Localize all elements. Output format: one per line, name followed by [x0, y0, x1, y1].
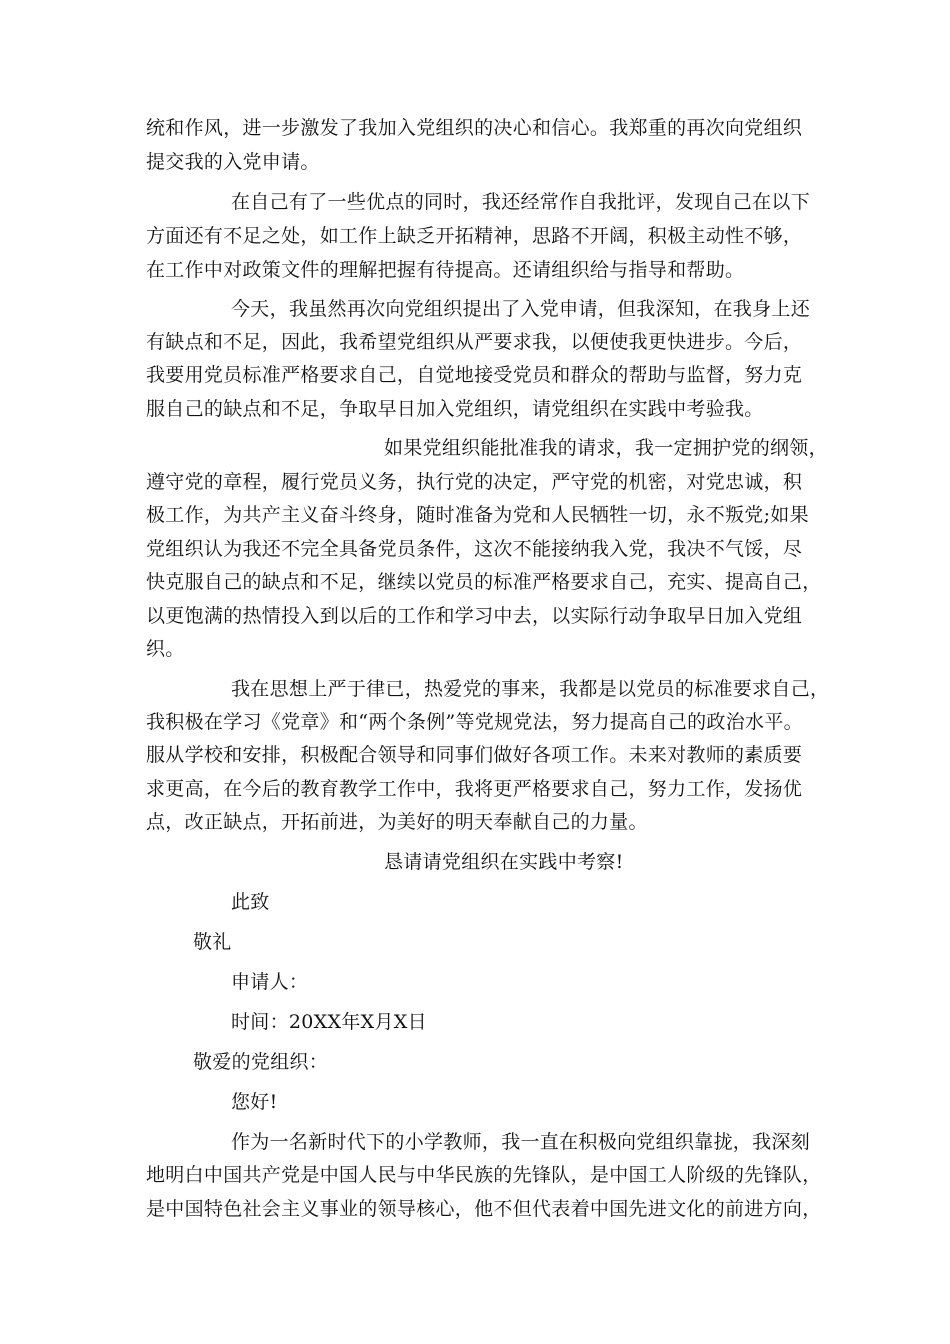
text-line: 有缺点和不足，因此，我希望党组织从严要求我，以便使我更快进步。今后， — [146, 331, 803, 353]
text-line: 极工作，为共产主义奋斗终身，随时准备为党和人民牺牲一切，永不叛党;如果 — [146, 504, 809, 526]
text-line: 点，改正缺点，开拓前进，为美好的明天奉献自己的力量。 — [146, 811, 648, 833]
text-line: 求更高，在今后的教育教学工作中，我将更严格要求自己，努力工作，发扬优 — [146, 778, 803, 800]
text-line: 是中国特色社会主义事业的领导核心，他不但代表着中国先进文化的前进方向， — [146, 1198, 822, 1220]
text-line: 服自己的缺点和不足，争取早日加入党组织，请党组织在实践中考验我。 — [146, 398, 764, 420]
closing-request: 恳请请党组织在实践中考察! — [384, 851, 624, 873]
text-line: 遵守党的章程，履行党员义务，执行党的决定，严守党的机密，对党忠诚，积 — [146, 471, 803, 493]
text-line: 织。 — [146, 638, 185, 660]
applicant-label: 申请人： — [231, 971, 309, 993]
text-line: 地明白中国共产党是中国人民与中华民族的先锋队，是中国工人阶级的先锋队， — [146, 1164, 822, 1186]
text-line: 我在思想上严于律已，热爱党的事来，我都是以党员的标准要求自己， — [231, 678, 830, 700]
text-line: 我要用党员标准严格要求自己，自觉地接受党员和群众的帮助与监督，努力克 — [146, 364, 803, 386]
text-line: 提交我的入党申请。 — [146, 151, 320, 173]
text-line: 如果党组织能批准我的请求，我一定拥护党的纲领， — [384, 437, 828, 459]
text-line: 服从学校和安排，积极配合领导和同事们做好各项工作。未来对教师的素质要 — [146, 744, 803, 766]
text-line: 党组织认为我还不完全具备党员条件，这次不能接纳我入党，我决不气馁，尽 — [146, 538, 803, 560]
text-line: 方面还有不足之处，如工作上缺乏开拓精神，思路不开阔，积极主动性不够， — [146, 225, 803, 247]
text-line: 在自己有了一些优点的同时，我还经常作自我批评，发现自己在以下 — [231, 191, 811, 213]
text-line: 快克服自己的缺点和不足，继续以党员的标准严格要求自己，充实、提高自己， — [146, 571, 822, 593]
text-line: 我积极在学习《党章》和“两个条例”等党规党法，努力提高自己的政治水平。 — [146, 711, 803, 733]
salutation-cizhi: 此致 — [231, 891, 270, 913]
text-line: 作为一名新时代下的小学教师，我一直在积极向党组织靠拢，我深刻 — [231, 1131, 811, 1153]
text-line: 以更饱满的热情投入到以后的工作和学习中去，以实际行动争取早日加入党组 — [146, 605, 803, 627]
text-line: 统和作风，进一步激发了我加入党组织的决心和信心。我郑重的再次向党组织 — [146, 117, 803, 139]
text-line: 今天，我虽然再次向党组织提出了入党申请，但我深知，在我身上还 — [231, 298, 811, 320]
hello-line: 您好! — [231, 1091, 278, 1113]
salutation-jingli: 敬礼 — [193, 931, 232, 953]
letter-greeting: 敬爱的党组织： — [193, 1051, 329, 1073]
text-line: 在工作中对政策文件的理解把握有待提高。还请组织给与指导和帮助。 — [146, 259, 745, 281]
date-line: 时间：20XX年X月X日 — [231, 1011, 427, 1033]
